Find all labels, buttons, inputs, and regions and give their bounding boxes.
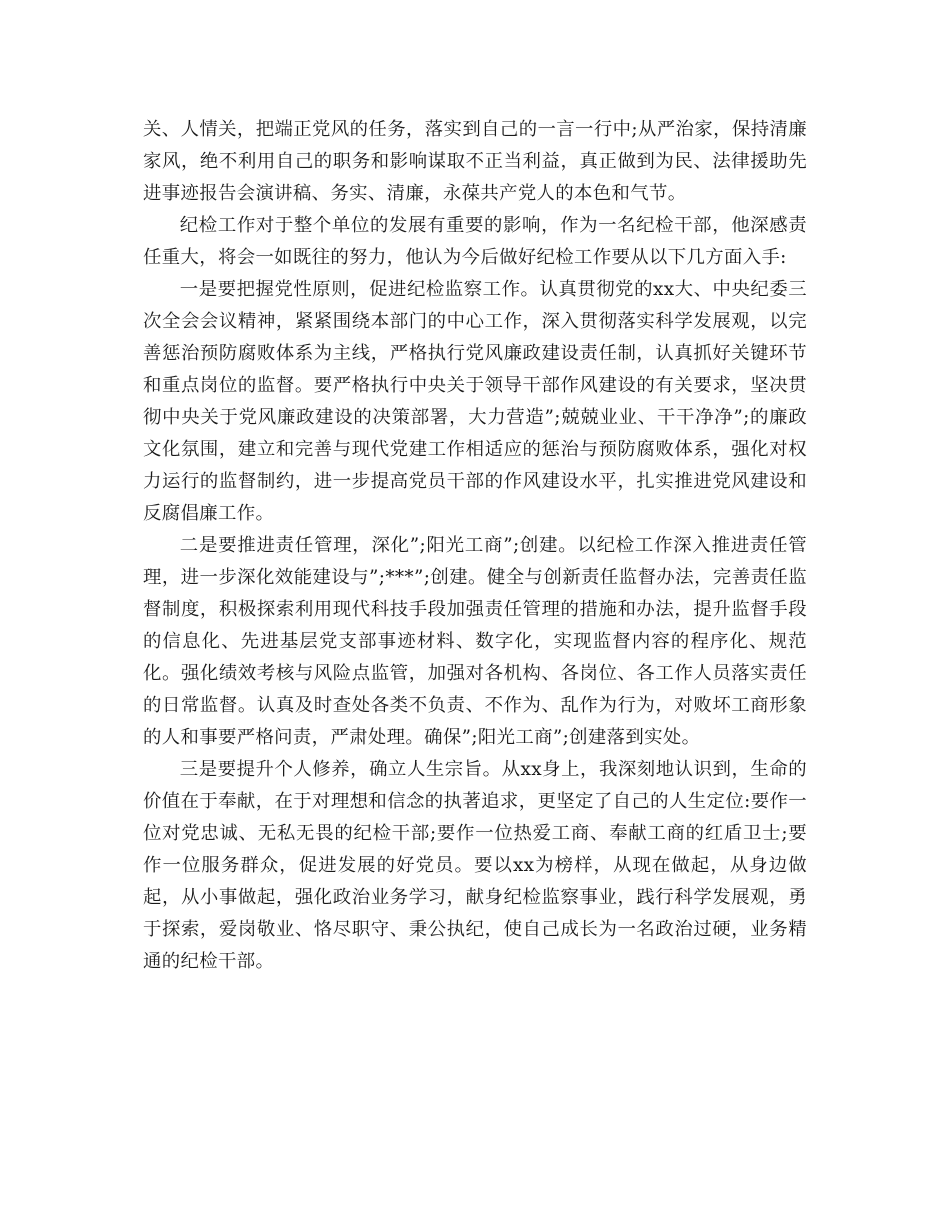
document-body <box>143 114 807 978</box>
paragraph-4: 二是要推进责任管理，深化”;阳光工商”;创建。以纪检工作深入推进责任管理，进一步深化效能建设与”;***”;创建。健全与创新责任监督办法，完善责任监督制度，积极探索利用现代科技手段加强责任管理的措施和办法，提升监督手段的信息化、先进基层党支部事迹材料、数字化，实现监督内容的程序化、规范化。强化绩效考核与风险点监管，加强对各机构、各岗位、各工作人员落实责任的日常监督。认真及时查处各类不负责、不作为、乱作为行为，对败坏工商形象的人和事要严格问责，严肃处理。确保”;阳光工商”;创建落到实处。 <box>143 535 807 748</box>
paragraph-2: 纪检工作对于整个单位的发展有重要的影响，作为一名纪检干部，他深感责任重大，将会一如既往的努力，他认为今后做好纪检工作要从以下几方面入手: <box>143 215 807 268</box>
paragraph-5: 三是要提升个人修养，确立人生宗旨。从xx身上，我深刻地认识到，生命的价值在于奉献，在于对理想和信念的执著追求，更坚定了自己的人生定位:要作一位对党忠诚、无私无畏的纪检干部;要作一位热爱工商、奉献工商的红盾卫士;要作一位服务群众，促进发展的好党员。要以xx为榜样，从现在做起，从身边做起，从小事做起，强化政治业务学习，献身纪检监察事业，践行科学发展观，勇于探索，爱岗敬业、恪尽职守、秉公执纪，使自己成长为一名政治过硬，业务精通的纪检干部。 <box>143 759 807 972</box>
paragraph-3: 一是要把握党性原则，促进纪检监察工作。认真贯彻党的xx大、中央纪委三次全会会议精神，紧紧围绕本部门的中心工作，深入贯彻落实科学发展观，以完善惩治预防腐败体系为主线，严格执行党风廉政建设责任制，认真抓好关键环节和重点岗位的监督。要严格执行中央关于领导干部作风建设的有关要求，坚决贯彻中央关于党风廉政建设的决策部署，大力营造”;兢兢业业、干干净净”;的廉政文化氛围，建立和完善与现代党建工作相适应的惩治与预防腐败体系，强化对权力运行的监督制约，进一步提高党员干部的作风建设水平，扎实推进党风建设和反腐倡廉工作。 <box>143 279 807 524</box>
paragraph-1: 关、人情关，把端正党风的任务，落实到自己的一言一行中;从严治家，保持清廉家风，绝不利用自己的职务和影响谋取不正当利益，真正做到为民、法律援助先进事迹报告会演讲稿、务实、清廉，永葆共产党人的本色和气节。 <box>143 119 807 204</box>
